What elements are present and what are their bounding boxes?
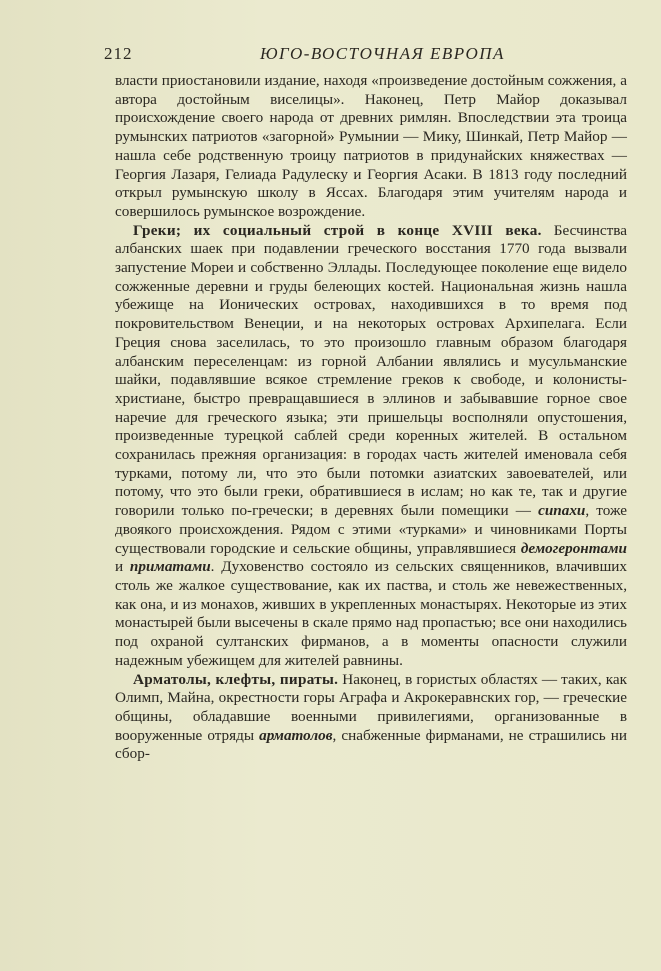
text-segment: Бесчинства албанских шаек при подавлении греческого восстания 1770 года вызвали запустение Мореи и собственно Эллады. Последующее поколение еще видело сожженные деревни и груды белеющих костей. Национальная жизнь нашла убежище на Ионических островах, находившихся в то время под покровительством Венеции, и на некоторых островах Архипелага. Если Греция снова заселилась, то это произошло главным образом благодаря албанским переселенцам: из горной Албании являлись и мусульманские шайки, подавлявшие всякое стремление греков к свободе, и колонисты-христиане, быстро превращавшиеся в эллинов и забывавшие горное свое наречие для греческого языка; эти пришельцы восполняли опустошения, произведенные турецкой саблей среди коренных жителей. В остальном сохранилась прежняя организация: в городах часть жителей именовала себя турками, потому ли, что это были потомки азиатских завоевателей, или потому, что это были греки, обратившиеся в ислам; но как те, так и другие говорили только по-гречески; в деревнях были помещики — (115, 221, 627, 520)
body-text (115, 72, 627, 764)
term-demogerontes: демогеронтами (520, 539, 627, 557)
term-sipahi: сипахи (538, 502, 586, 520)
running-title: ЮГО-ВОСТОЧНАЯ ЕВРОПА (260, 44, 505, 63)
text-segment: . Духовенство состояло из сельских священников, влачивших столь же жалкое существование, как их паства, и столь же невежественных, как она, и из монахов, живших в укрепленных монастырях. Некоторые из этих монастырей были высечены в скале прямо над пропастью; все они находились под охраной султанских фирманов, а в моменты опасности служили надежным убежищем для жителей равнины. (115, 558, 627, 669)
section-heading-greeks: Греки; их социальный строй в конце XVIII века. (133, 221, 542, 239)
text-segment: , тоже двоякого происхождения. Рядом с этими «турками» и чиновниками Порты существовали городские и сельские общины, управлявшиеся (115, 502, 627, 557)
text-segment: Наконец, в гористых областях — таких, как Олимп, Майна, окрестности горы Аграфа и Акрокеравнских гор, — греческие общины, обладавшие военными привилегиями, организованные в вооруженные отряды (115, 670, 627, 744)
page-header (104, 44, 628, 68)
paragraph-continued: власти приостановили издание, находя «произведение достойным сожжения, а автора достойным виселицы». Наконец, Петр Майор доказывал происхождение своего народа от древних римлян. Впоследствии эта троица румынских патриотов «загорной» Румынии — Мику, Шинкай, Петр Майор — нашла себе родственную троицу патриотов в придунайских княжествах — Георгия Лазаря, Гелиада Радулеску и Георгия Асаки. В 1813 году последний открыл румынскую школу в Яссах. Благодаря этим учителям народа и совершилось румынское возрождение. (115, 72, 627, 220)
section-heading-armatoles: Арматолы, клефты, пираты. (133, 670, 339, 688)
page-number: 212 (104, 44, 133, 63)
term-primates: приматами (129, 558, 211, 576)
text-segment: и (115, 558, 130, 576)
paragraph-armatoles (115, 671, 627, 765)
text-segment: , снабженные фирманами, не страшились ни сбор- (115, 726, 627, 763)
term-armatoles: арматолов (259, 726, 333, 744)
paragraph-greeks (115, 222, 627, 671)
